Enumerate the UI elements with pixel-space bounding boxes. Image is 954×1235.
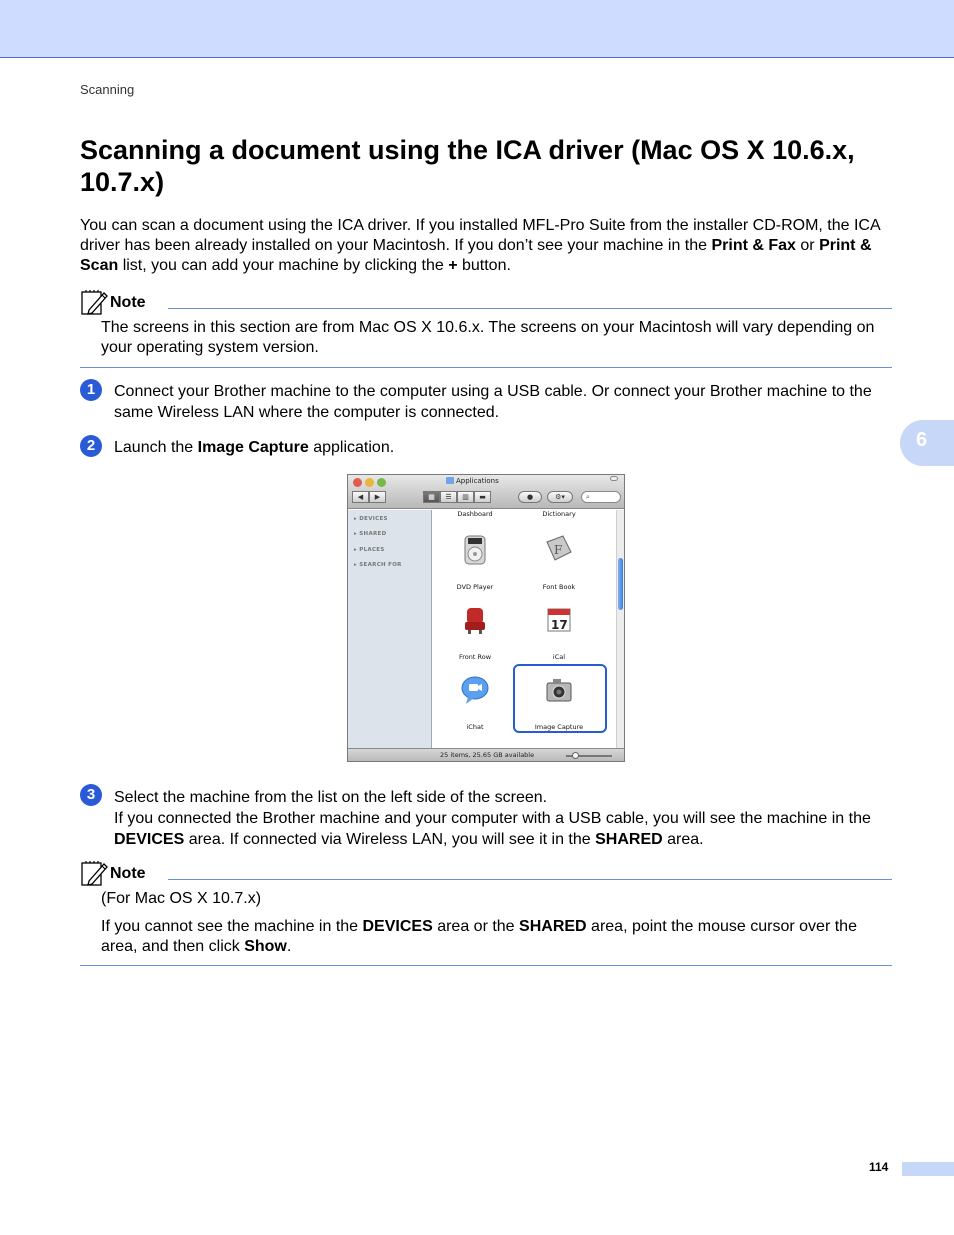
app-label: iCal [552,653,566,661]
toolbar-toggle-button[interactable] [610,476,618,481]
front-row-icon [459,604,491,636]
forward-button[interactable]: ▶ [369,491,386,503]
step-3-shared: SHARED [595,831,663,848]
intro-text-4: button. [457,257,511,274]
coverflow-view-button[interactable]: ▬ [474,491,491,503]
note-2-shared: SHARED [519,918,587,935]
intro-print-fax: Print & Fax [711,237,796,254]
finder-titlebar [348,475,624,509]
app-dvd-player[interactable] [433,530,517,596]
step-2-text-1: Launch the [114,439,198,456]
font-book-icon [543,534,575,566]
note-2-text-1: If you cannot see the machine in the [101,918,363,935]
app-ichat[interactable] [433,670,517,736]
chapter-number: 6 [916,429,928,451]
finder-content [433,510,616,748]
status-bar [348,748,624,762]
page-number-bar [902,1162,954,1176]
step-2-text-2: application. [308,439,395,456]
intro-print-scan: Print & Scan [80,237,872,274]
app-label: Dictionary [542,510,576,518]
note-2-text-4: . [286,938,292,955]
quick-look-button[interactable]: ● [518,491,542,503]
step-3-text-2: area. If connected via Wireless LAN, you will see it in the [184,831,596,848]
app-label: Image Capture [534,723,584,731]
intro-paragraph [80,216,892,276]
intro-plus: + [448,257,458,274]
app-font-book[interactable] [517,530,601,596]
page-number: 114 [869,1160,889,1174]
step-3-text [114,808,894,850]
finder-window [347,474,625,762]
note-2-line-1: (For Mac OS X 10.7.x) [101,890,262,907]
note-2-header [80,859,892,889]
note-2-text-3: area, point the mouse cursor over the area, and then click [101,918,857,955]
running-head: Scanning [80,82,135,97]
icon-size-slider-knob[interactable] [572,752,579,759]
intro-text-3: list, you can add your machine by clicking the [118,257,449,274]
sidebar-label-shared: SHARED [359,531,387,537]
intro-text-2: or [795,237,820,254]
close-window-icon[interactable] [353,478,362,487]
app-label: DVD Player [456,583,494,591]
step-3-line-1: Select the machine from the list on the left side of the screen. [114,789,548,806]
sidebar-item-devices[interactable]: ▸ DEVICES [354,516,388,522]
step-2-app-name: Image Capture [197,439,309,456]
folder-icon [446,477,454,484]
note-pencil-icon [80,859,108,887]
app-label: Front Row [458,653,492,661]
note-text: The screens in this section are from Mac OS X 10.6.x. The screens on your Macintosh will vary depending on your operating system version. [101,319,875,356]
chapter-tab [900,420,954,466]
dvd-player-icon [459,534,491,566]
column-view-button[interactable]: ▥ [457,491,474,503]
note-2-devices: DEVICES [362,918,433,935]
note-2-label: Note [110,865,146,882]
step-1-text: Connect your Brother machine to the computer using a USB cable. Or connect your Brother machine to the same Wireless LAN where the computer is connected. [114,383,872,421]
sidebar-item-shared[interactable]: ▸ SHARED [354,531,387,537]
note-2-show: Show [244,938,287,955]
sidebar-label-places: PLACES [359,547,385,553]
note-2-bottom-rule [80,965,892,966]
app-front-row[interactable] [433,600,517,666]
window-title: Applications [456,477,499,485]
svg-text:F: F [554,543,563,557]
step-3-devices: DEVICES [114,831,185,848]
step-3-text-1: If you connected the Brother machine and your computer with a USB cable, you will see the machine in the [114,810,871,827]
note-2-text [101,917,893,957]
note-2-text-2: area or the [432,918,520,935]
note-2-divider [168,879,892,880]
back-button[interactable]: ◀ [352,491,369,503]
sidebar-label-search-for: SEARCH FOR [359,562,402,568]
search-icon: ⌕ [586,493,590,501]
step-2-number: 2 [80,435,102,457]
action-menu-button[interactable]: ⚙▾ [547,491,573,503]
step-3-text-3: area. [662,831,704,848]
search-input[interactable] [581,491,621,503]
minimize-window-icon[interactable] [365,478,374,487]
finder-sidebar [348,510,432,748]
icon-view-button[interactable]: ▦ [423,491,440,503]
note-divider [168,308,892,309]
vertical-scrollbar[interactable] [616,510,624,748]
zoom-window-icon[interactable] [377,478,386,487]
list-view-button[interactable]: ☰ [440,491,457,503]
note-label: Note [110,294,146,311]
note-header [80,288,892,318]
step-3-number: 3 [80,784,102,806]
app-ical[interactable] [517,600,601,666]
ical-date: 17 [551,618,568,632]
step-1-number: 1 [80,379,102,401]
page-title: Scanning a document using the ICA driver (Mac OS X 10.6.x, 10.7.x) [80,135,855,197]
status-text: 25 items, 25.65 GB available [440,751,535,759]
sidebar-label-devices: DEVICES [359,516,388,522]
app-label: iChat [466,723,484,731]
ical-icon [543,604,575,636]
sidebar-item-places[interactable]: ▸ PLACES [354,547,385,553]
step-2-text [114,437,894,458]
intro-text-1: You can scan a document using the ICA driver. If you installed MFL-Pro Suite from the installer CD-ROM, the ICA driver has been already installed on your Macintosh. If you don’t see your machine in the [80,217,880,254]
sidebar-item-search-for[interactable]: ▸ SEARCH FOR [354,562,402,568]
selection-highlight [513,664,607,733]
note-pencil-icon [80,288,108,316]
ichat-icon [459,674,491,706]
app-label: Font Book [542,583,576,591]
note-bottom-rule [80,367,892,368]
header-band [0,0,954,58]
app-label: Dashboard [457,510,493,518]
scrollbar-thumb[interactable] [618,558,623,610]
